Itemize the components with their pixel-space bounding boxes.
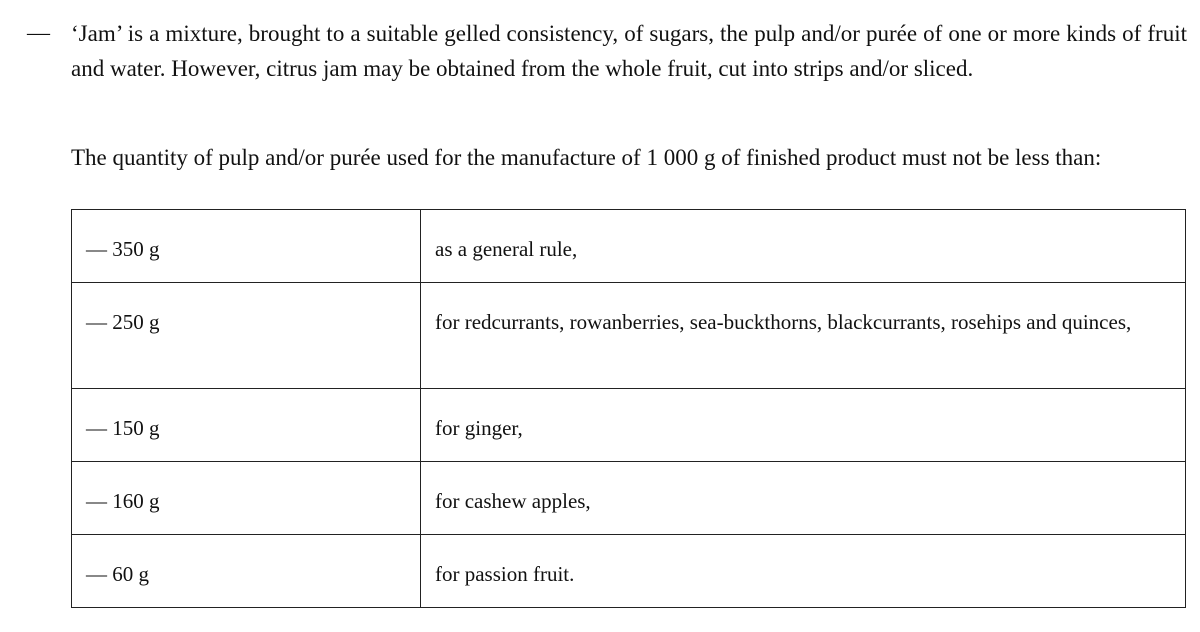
description-text: for ginger,	[435, 416, 523, 440]
table-row	[72, 535, 1186, 608]
table-row	[72, 462, 1186, 535]
description-cell	[421, 210, 1186, 283]
amount-cell	[72, 283, 421, 389]
amount-text: — 150 g	[86, 416, 160, 440]
table-row	[72, 283, 1186, 389]
jam-definition-paragraph: ‘Jam’ is a mixture, brought to a suitable gelled consistency, of sugars, the pulp and/or purée of one or more kinds of fruit and water. However, citrus jam may be obtained from the whole fruit, cut into strips and/or sliced.	[71, 21, 1187, 81]
list-dash: —	[27, 20, 50, 45]
amount-text: — 350 g	[86, 237, 160, 261]
table-row	[72, 210, 1186, 283]
description-cell	[421, 535, 1186, 608]
description-text: for redcurrants, rowanberries, sea-buckthorns, blackcurrants, rosehips and quinces,	[435, 310, 1132, 334]
minimum-quantity-table	[71, 209, 1186, 608]
table-row	[72, 389, 1186, 462]
amount-cell	[72, 462, 421, 535]
amount-cell	[72, 210, 421, 283]
amount-text: — 60 g	[86, 562, 149, 586]
description-text: as a general rule,	[435, 237, 578, 261]
amount-cell	[72, 389, 421, 462]
amount-text: — 250 g	[86, 310, 160, 334]
amount-cell	[72, 535, 421, 608]
description-cell	[421, 283, 1186, 389]
description-text: for passion fruit.	[435, 562, 575, 586]
amount-text: — 160 g	[86, 489, 160, 513]
description-cell	[421, 389, 1186, 462]
description-text: for cashew apples,	[435, 489, 591, 513]
description-cell	[421, 462, 1186, 535]
quantity-intro-paragraph: The quantity of pulp and/or purée used for the manufacture of 1 000 g of finished product must not be less than:	[71, 145, 1102, 170]
